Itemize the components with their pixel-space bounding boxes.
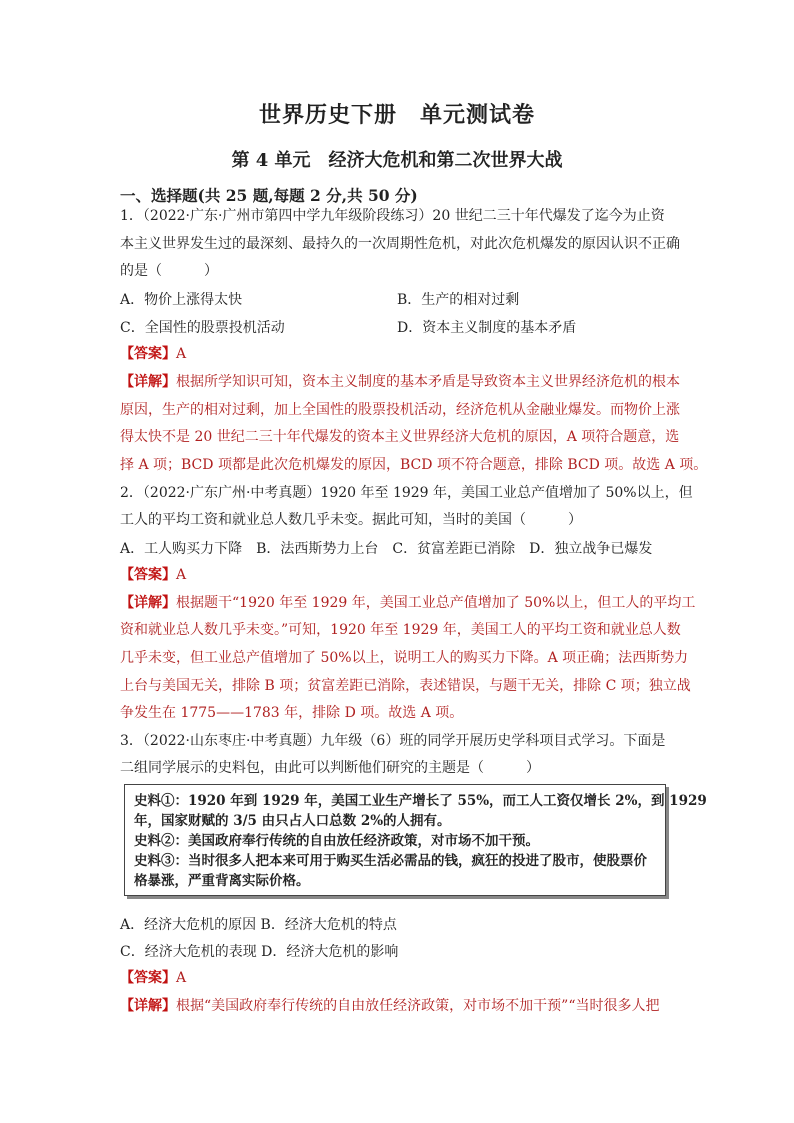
source-material-line: 史料③：当时很多人把本来可用于购买生活必需品的钱，疯狂的投进了股市，使股票价 (134, 853, 647, 869)
q1-detail-line: 原因，生产的相对过剩，加上全国性的股票投机活动，经济危机从金融业爆发。而物价上涨 (120, 402, 680, 418)
q2-detail-line: 【详解】根据题干“1920 年至 1929 年，美国工业总产值增加了 50%以上，但工人的平均工 (120, 595, 696, 611)
answer-tag: 【答案】 (120, 970, 176, 986)
page-title: 世界历史下册 单元测试卷 (258, 102, 535, 128)
q3-detail-line: 【详解】根据“美国政府奉行传统的自由放任经济政策，对市场不加干预”“当时很多人把 (120, 998, 660, 1014)
q2-detail-line: 上台与美国无关，排除 B 项；贫富差距已消除，表述错误，与题干无关，排除 C 项；独立战 (120, 678, 691, 694)
section-heading: 一、选择题(共 25 题,每题 2 分,共 50 分) (120, 186, 418, 205)
source-material-line: 年，国家财赋的 3/5 由只占人口总数 2%的人拥有。 (134, 813, 451, 829)
q2-answer (120, 565, 680, 585)
q2-detail-line: 几乎未变，但工业总产值增加了 50%以上，说明工人的购买力下降。A 项正确；法西斯势力 (120, 650, 689, 666)
question-2-line: 工人的平均工资和就业总人数几乎未变。据此可知，当时的美国（ ） (120, 512, 582, 528)
q3-options-cd: C．经济大危机的表现 D．经济大危机的影响 (120, 944, 399, 960)
q1-option-b: B．生产的相对过剩 (397, 292, 520, 308)
source-material-line: 格暴涨，严重背离实际价格。 (134, 873, 310, 889)
question-1-line: 本主义世界发生过的最深刻、最持久的一次周期性危机，对此次危机爆发的原因认识不正确 (120, 236, 680, 252)
q1-option-d: D．资本主义制度的基本矛盾 (397, 320, 577, 336)
answer-tag: 【答案】 (120, 346, 176, 362)
q1-option-c: C．全国性的股票投机活动 (120, 320, 285, 336)
detail-tag: 【详解】 (120, 374, 176, 390)
q1-detail-line: 【详解】根据所学知识可知，资本主义制度的基本矛盾是导致资本主义世界经济危机的根本 (120, 374, 680, 390)
source-material-line: 史料②：美国政府奉行传统的自由放任经济政策，对市场不加干预。 (134, 833, 539, 849)
detail-tag: 【详解】 (120, 998, 176, 1014)
q1-option-a: A．物价上涨得太快 (120, 292, 243, 308)
source-material-line: 史料①：1920 年到 1929 年，美国工业生产增长了 55%，而工人工资仅增长 2%，到 1929 (134, 793, 707, 809)
answer-value: A (176, 970, 187, 986)
answer-tag: 【答案】 (120, 567, 176, 583)
q1-detail-line: 择 A 项；BCD 项都是此次危机爆发的原因，BCD 项不符合题意，排除 BCD 项。故选 A 项。 (120, 457, 708, 473)
question-1-line: 的是（ ） (120, 263, 218, 279)
q1-answer (120, 344, 680, 364)
q2-detail-line: 资和就业总人数几乎未变。”可知，1920 年至 1929 年，美国工人的平均工资和就业总人数 (120, 622, 681, 638)
q2-options: A．工人购买力下降 B．法西斯势力上台 C．贫富差距已消除 D．独立战争已爆发 (120, 541, 653, 557)
question-3-line: 3．（2022·山东枣庄·中考真题）九年级（6）班的同学开展历史学科项目式学习。下面是 (120, 733, 666, 749)
answer-value: A (176, 567, 187, 583)
question-1-line: 1．（2022·广东·广州市第四中学九年级阶段练习）20 世纪二三十年代爆发了迄今为止资 (120, 208, 665, 224)
question-2-line: 2．（2022·广东广州·中考真题）1920 年至 1929 年，美国工业总产值增加了 50%以上，但 (120, 485, 693, 501)
q3-options-ab: A．经济大危机的原因 B．经济大危机的特点 (120, 917, 397, 933)
q2-detail-line: 争发生在 1775——1783 年，排除 D 项。故选 A 项。 (120, 705, 464, 721)
q3-answer (120, 968, 680, 988)
answer-value: A (176, 346, 187, 362)
q1-detail-line: 得太快不是 20 世纪二三十年代爆发的资本主义世界经济大危机的原因，A 项符合题意，选 (120, 429, 680, 445)
page-subtitle: 第 4 单元 经济大危机和第二次世界大战 (231, 150, 563, 171)
question-3-line: 二组同学展示的史料包，由此可以判断他们研究的主题是（ ） (120, 760, 540, 776)
detail-tag: 【详解】 (120, 595, 176, 611)
